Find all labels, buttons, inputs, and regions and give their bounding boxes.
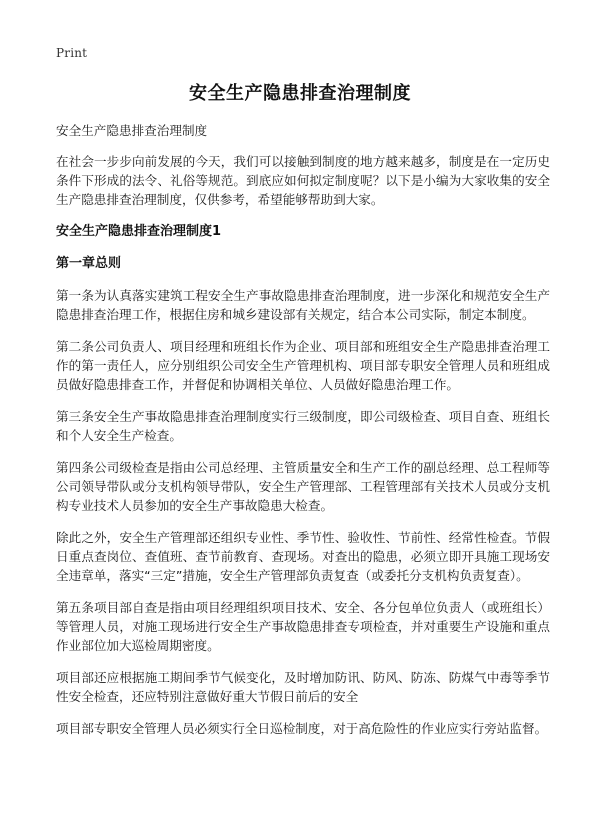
intro-paragraph: 在社会一步步向前发展的今天，我们可以接触到制度的地方越来越多，制度是在一定历史条件下形成的法令、礼俗等规范。到底应如何拟定制度呢？以下是小编为大家收集的安全生产隐患排查治理制度，仅供参考，希望能够帮助到大家。 — [56, 154, 550, 207]
chapter-heading: 第一章总则 — [56, 256, 122, 271]
article-2-paragraph: 第二条公司负责人、项目经理和班组长作为企业、项目部和班组安全生产隐患排查治理工作的第一责任人，应分别组织公司安全生产管理机构、项目部专职安全管理人员和班组成员做好隐患排查工作，并督促和协调相关单位、人员做好隐患治理工作。 — [56, 339, 550, 392]
document-title: 安全生产隐患排查治理制度 — [189, 83, 411, 104]
article-1-paragraph: 第一条为认真落实建筑工程安全生产事故隐患排查治理制度，进一步深化和规范安全生产隐患排查治理工作，根据住房和城乡建设部有关规定，结合本公司实际，制定本制度。 — [56, 288, 550, 322]
article-5-paragraph: 第五条项目部自查是指由项目经理组织项目技术、安全、各分包单位负责人（或班组长）等管理人员，对施工现场进行安全生产事故隐患排查专项检查，并对重要生产设施和重点作业部位加大巡检周期密度。 — [56, 600, 550, 653]
document-body — [56, 121, 550, 751]
article-4-paragraph: 第四条公司级检查是指由公司总经理、主管质量安全和生产工作的副总经理、总工程师等公司领导带队或分支机构领导带队，安全生产管理部、工程管理部有关技术人员或分支机构专业技术人员参加的安全生产事故隐患大检查。 — [56, 460, 550, 513]
patrol-inspection-paragraph: 项目部专职安全管理人员必须实行全日巡检制度，对于高危险性的作业应实行旁站监督。 — [56, 721, 548, 736]
section-heading: 安全生产隐患排查治理制度1 — [56, 224, 222, 239]
document-subtitle: 安全生产隐患排查治理制度 — [56, 123, 208, 138]
seasonal-inspection-paragraph: 项目部还应根据施工期间季节气候变化，及时增加防讯、防风、防冻、防煤气中毒等季节性安全检查，还应特别注意做好重大节假日前后的安全 — [56, 670, 550, 704]
special-inspection-paragraph: 除此之外，安全生产管理部还组织专业性、季节性、验收性、节前性、经常性检查。节假日重点查岗位、查值班、查节前教育、查现场。对查出的隐患，必须立即开具施工现场安全违章单，落实“三定”措施，安全生产管理部负责复查（或委托分支机构负责复查）。 — [56, 530, 550, 583]
print-link[interactable]: Print — [56, 46, 88, 60]
article-3-paragraph: 第三条安全生产事故隐患排查治理制度实行三级制度，即公司级检查、项目自查、班组长和个人安全生产检查。 — [56, 409, 550, 443]
